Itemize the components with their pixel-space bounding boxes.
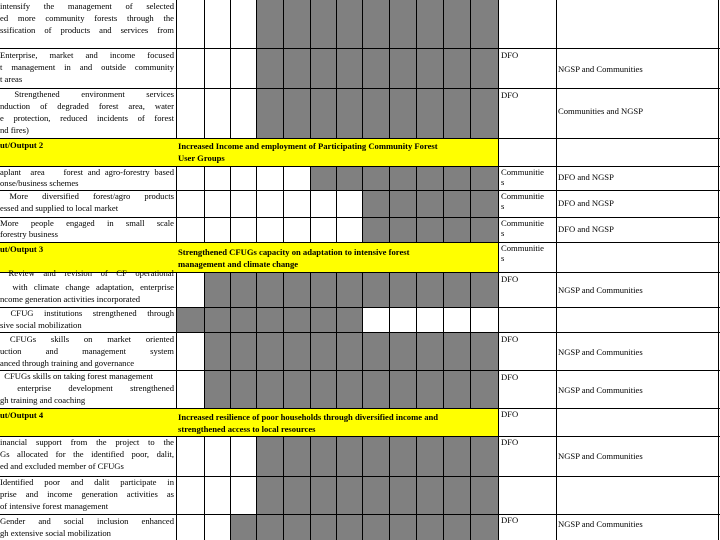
activity-text: More people engaged in small scale xyxy=(0,218,174,228)
activity-text: t management in and outside community xyxy=(0,62,174,72)
activity-text: Enterprise, market and income focused xyxy=(0,50,174,60)
responsible-cell: Communitie s xyxy=(501,243,544,263)
partners-cell: DFO and NGSP xyxy=(558,224,614,234)
activity-text: Gs allocated for the identified poor, dalit, xyxy=(0,449,174,459)
activity-text: CFUGs skills on taking forest management xyxy=(0,371,154,381)
activity-text: CFUG institutions strengthened through xyxy=(0,308,174,318)
responsible-cell: DFO xyxy=(501,334,519,344)
responsible-cell: Communitie s xyxy=(501,191,544,211)
activity-text: e protection, reduced incidents of forest xyxy=(0,113,174,123)
responsible-cell: DFO xyxy=(501,409,519,419)
responsible-cell: DFO xyxy=(501,515,519,525)
partners-cell: DFO and NGSP xyxy=(558,198,614,208)
activity-text: ed and excluded member of CFUGs xyxy=(0,461,124,471)
responsible-cell: Communitie s xyxy=(501,218,544,238)
activity-text: ssification of products and services from xyxy=(0,25,174,35)
activity-text: with climate change adaptation, enterprise xyxy=(0,282,174,292)
output-text: Strengthened CFUGs capacity on adaptation to intensive forest xyxy=(178,247,410,257)
partners-cell: NGSP and Communities xyxy=(558,385,643,395)
partners-cell: NGSP and Communities xyxy=(558,285,643,295)
activity-text: onse/business schemes xyxy=(0,178,79,188)
responsible-cell: DFO xyxy=(501,50,519,60)
partners-cell: NGSP and Communities xyxy=(558,64,643,74)
output-text: Increased resilience of poor households through diversified income and xyxy=(178,412,439,422)
activity-text: Identified poor and dalit participate in xyxy=(0,477,174,487)
activity-text: gh training and coaching xyxy=(0,395,86,405)
activity-text: t areas xyxy=(0,74,23,84)
partners-cell: DFO and NGSP xyxy=(558,172,614,182)
activity-text: nd fires) xyxy=(0,125,29,135)
activity-text: intensify the management of selected xyxy=(0,1,174,11)
responsible-cell: DFO xyxy=(501,372,519,382)
output-text: strengthened access to local resources xyxy=(178,424,316,434)
activity-text: CFUGs skills on market oriented xyxy=(0,334,174,344)
activity-text: uction and management system xyxy=(0,346,174,356)
activity-text: of intensive forest management xyxy=(0,501,109,511)
activity-text: aplant area forest and agro-forestry based xyxy=(0,167,174,177)
responsible-cell: DFO xyxy=(501,437,519,447)
partners-cell: NGSP and Communities xyxy=(558,451,643,461)
activity-text: sive social mobilization xyxy=(0,320,82,330)
activity-text: enterprise development strengthened xyxy=(0,383,174,393)
activity-text: Review and revision of CF operational xyxy=(0,268,174,278)
responsible-cell: DFO xyxy=(501,274,519,284)
output-label: ut/Output 4 xyxy=(0,410,44,420)
activity-text: inancial support from the project to the xyxy=(0,437,174,447)
output-text: management and climate change xyxy=(178,259,299,269)
activity-text: nduction of degraded forest area, water xyxy=(0,101,174,111)
output-text: User Groups xyxy=(178,153,225,163)
partners-cell: Communities and NGSP xyxy=(558,106,643,116)
output-text: Increased Income and employment of Participating Community Forest xyxy=(178,141,438,151)
activity-text: ncome generation activities incorporated xyxy=(0,294,141,304)
activity-text: Gender and social inclusion enhanced xyxy=(0,516,174,526)
activity-text: forestry business xyxy=(0,229,58,239)
activity-text: ed more community forests through the xyxy=(0,13,174,23)
activity-text: prise and income generation activities as xyxy=(0,489,174,499)
activity-text: gh extensive social mobilization xyxy=(0,528,111,538)
activity-text: essed and supplied to local market xyxy=(0,203,119,213)
responsible-cell: DFO xyxy=(501,90,519,100)
partners-cell: NGSP and Communities xyxy=(558,519,643,529)
responsible-cell: Communitie s xyxy=(501,167,544,187)
partners-cell: NGSP and Communities xyxy=(558,347,643,357)
output-label: ut/Output 2 xyxy=(0,140,44,150)
activity-text: anced through training and governance xyxy=(0,358,135,368)
activity-text: Strengthened environment services xyxy=(0,89,174,99)
activity-text: More diversified forest/agro products xyxy=(0,191,174,201)
output-label: ut/Output 3 xyxy=(0,244,44,254)
